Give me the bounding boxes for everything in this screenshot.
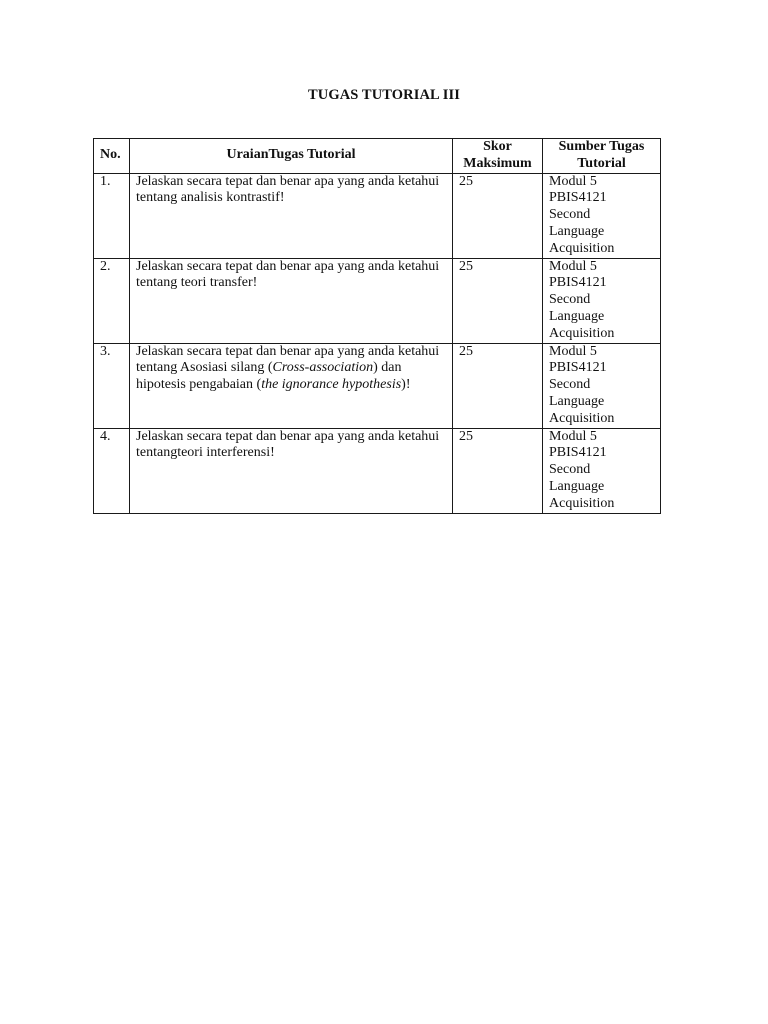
source-course-word-3: Acquisition xyxy=(549,410,615,426)
task-description xyxy=(130,343,453,428)
table-row xyxy=(94,428,661,513)
max-score: 25 xyxy=(453,258,543,343)
task-text-italic: the ignorance hypothesis xyxy=(261,377,402,393)
header-no: No. xyxy=(94,139,130,174)
source-module: Modul 5 xyxy=(549,173,597,189)
table-header-row xyxy=(94,139,661,174)
page-title: TUGAS TUTORIAL III xyxy=(308,87,460,103)
task-source xyxy=(543,258,661,343)
task-text: ) dan hipotesis pengabaian ( xyxy=(136,360,402,393)
tutorial-task-table xyxy=(93,138,661,514)
source-course-word-2: Language xyxy=(549,478,605,494)
task-text: Jelaskan secara tepat dan benar apa yang anda ketahui tentang analisis kontrastif! xyxy=(136,173,440,206)
source-module: Modul 5 xyxy=(549,428,597,444)
row-number: 4. xyxy=(94,428,130,513)
source-course-word-3: Acquisition xyxy=(549,325,615,341)
header-task-source-line-1: Sumber Tugas xyxy=(558,139,645,154)
task-source xyxy=(543,343,661,428)
source-course-word-2: Language xyxy=(549,393,605,409)
table-row xyxy=(94,173,661,258)
source-course-word-2: Language xyxy=(549,308,605,324)
max-score: 25 xyxy=(453,173,543,258)
task-description xyxy=(130,173,453,258)
task-text: Jelaskan secara tepat dan benar apa yang anda ketahui tentang Asosiasi silang ( xyxy=(136,343,440,376)
source-course-word-1: Second xyxy=(549,292,591,308)
source-course-code: PBIS4121 xyxy=(549,190,607,206)
source-course-code: PBIS4121 xyxy=(549,445,607,461)
source-course-word-1: Second xyxy=(549,462,591,478)
row-number: 1. xyxy=(94,173,130,258)
header-description: UraianTugas Tutorial xyxy=(130,139,453,174)
task-source xyxy=(543,428,661,513)
max-score: 25 xyxy=(453,428,543,513)
max-score: 25 xyxy=(453,343,543,428)
table-row xyxy=(94,343,661,428)
task-description xyxy=(130,428,453,513)
header-task-source xyxy=(543,139,661,174)
task-text: )! xyxy=(401,377,411,393)
header-max-score xyxy=(453,139,543,174)
source-course-word-3: Acquisition xyxy=(549,495,615,511)
task-description xyxy=(130,258,453,343)
task-text: Jelaskan secara tepat dan benar apa yang anda ketahui tentangteori interferensi! xyxy=(136,428,440,461)
source-course-code: PBIS4121 xyxy=(549,275,607,291)
source-course-code: PBIS4121 xyxy=(549,360,607,376)
task-text: Jelaskan secara tepat dan benar apa yang anda ketahui tentang teori transfer! xyxy=(136,258,440,291)
source-course-word-3: Acquisition xyxy=(549,240,615,256)
source-course-word-1: Second xyxy=(549,207,591,223)
row-number: 3. xyxy=(94,343,130,428)
task-source xyxy=(543,173,661,258)
source-module: Modul 5 xyxy=(549,258,597,274)
source-course-word-2: Language xyxy=(549,223,605,239)
source-module: Modul 5 xyxy=(549,343,597,359)
source-course-word-1: Second xyxy=(549,377,591,393)
row-number: 2. xyxy=(94,258,130,343)
header-max-score-line-1: Skor xyxy=(483,139,512,154)
header-task-source-line-2: Tutorial xyxy=(577,155,626,171)
table-row xyxy=(94,258,661,343)
header-max-score-line-2: Maksimum xyxy=(463,155,532,171)
task-text-italic: Cross-association xyxy=(272,360,374,376)
